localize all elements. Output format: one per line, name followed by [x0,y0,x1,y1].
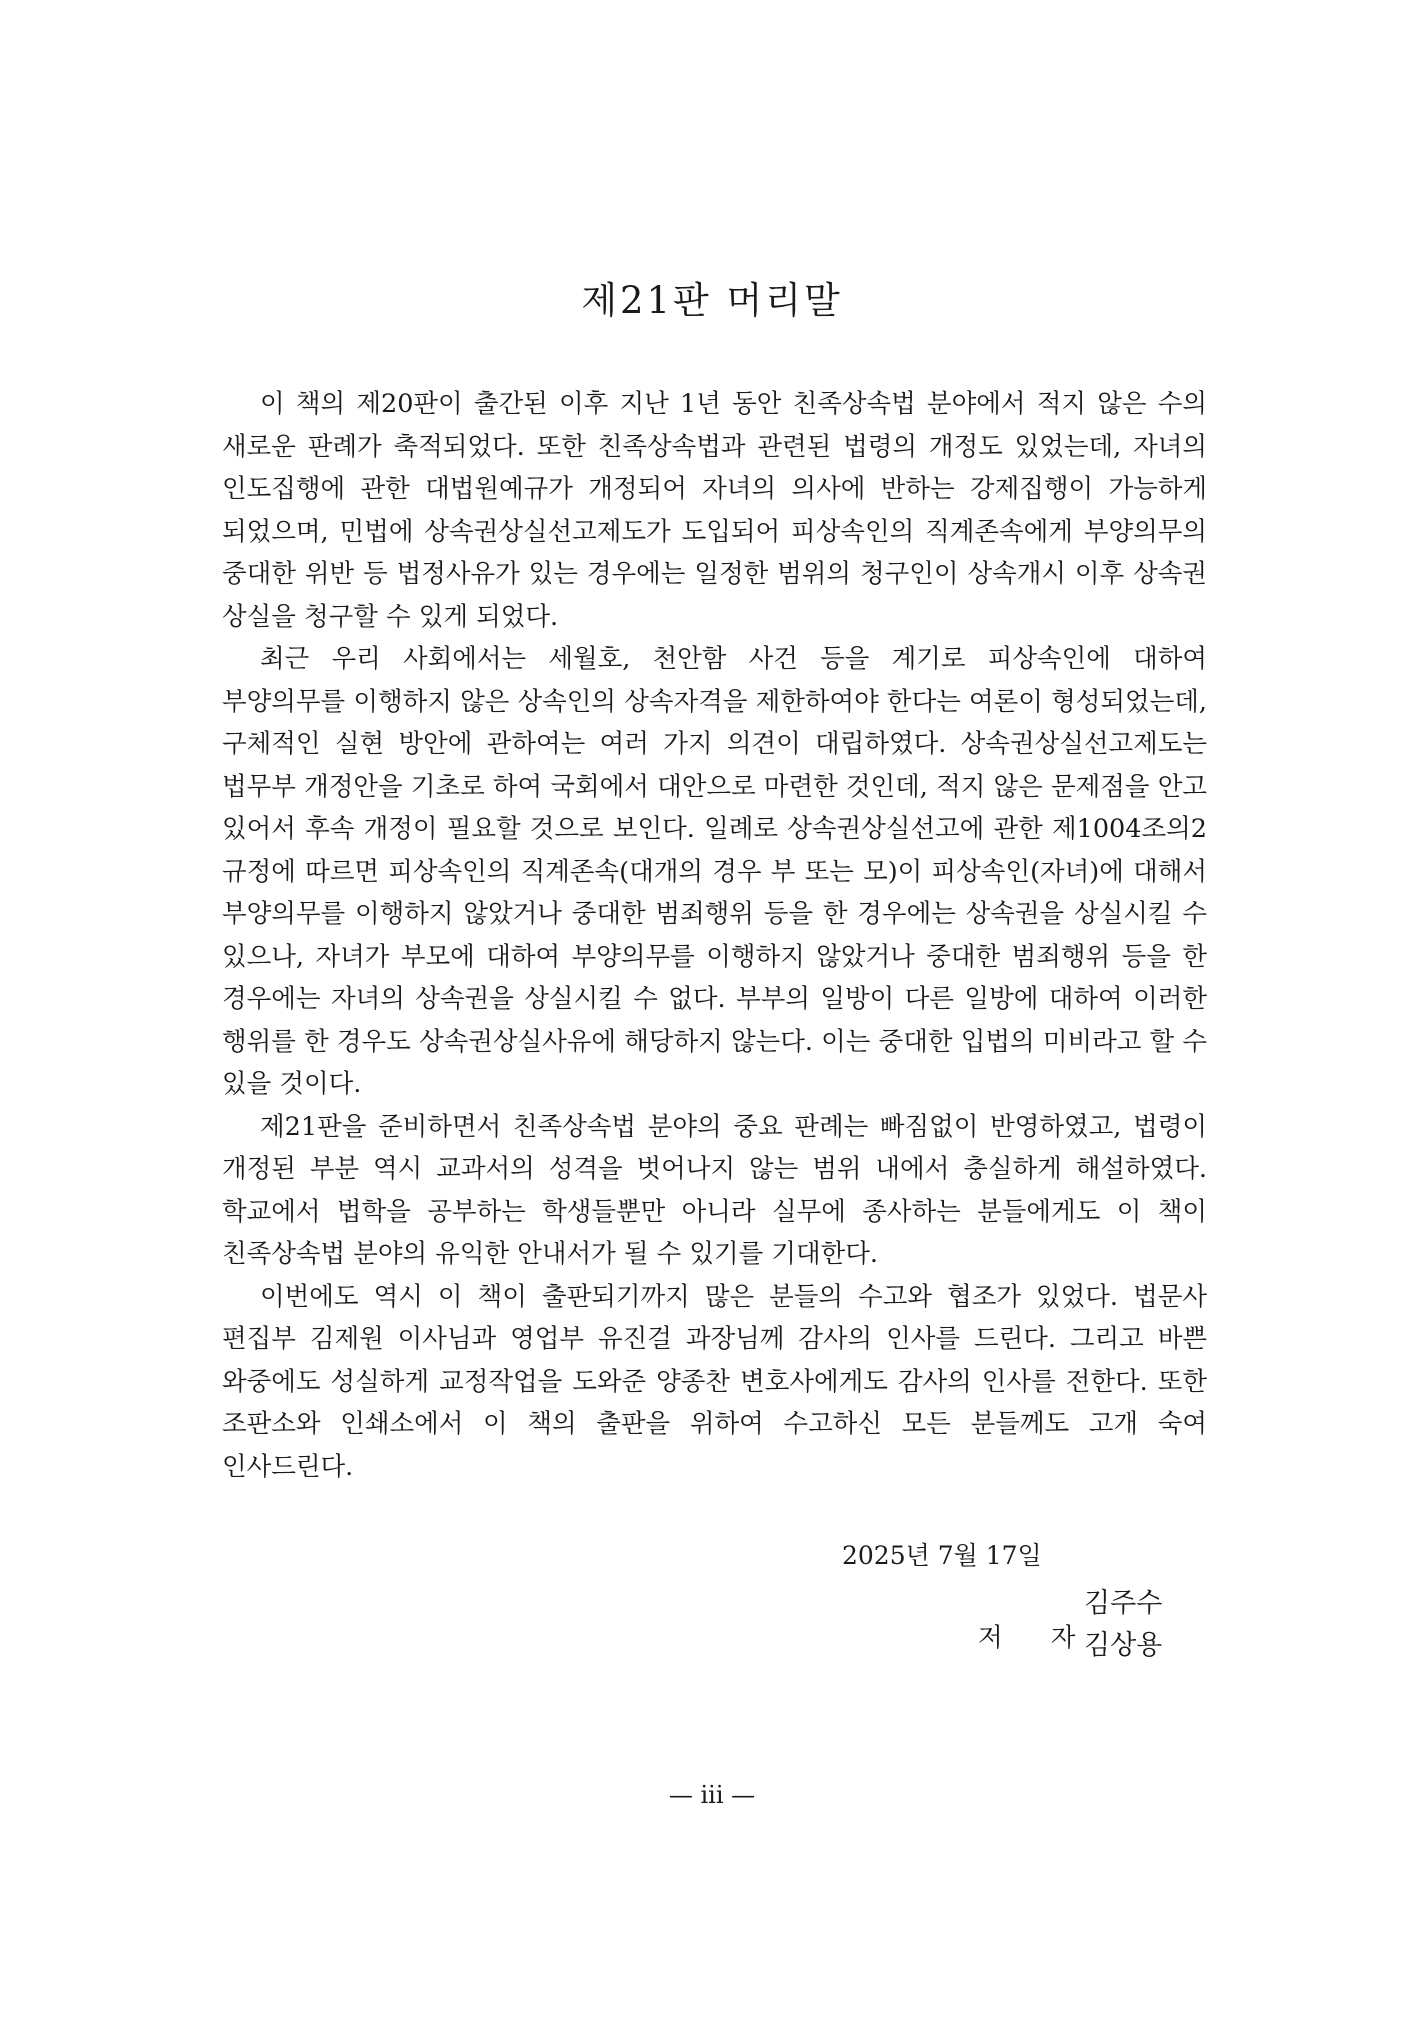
preface-date: 2025년 7월 17일 [842,1541,1042,1570]
author-names [1084,1583,1162,1667]
paragraph: 제21판을 준비하면서 친족상속법 분야의 중요 판례는 빠짐없이 반영하였고, 법령이 개정된 부분 역시 교과서의 성격을 벗어나지 않는 범위 내에서 충실하게 해설하였다. 학교에서 법학을 공부하는 학생들뿐만 아니라 실무에 종사하는 분들에게도 이 책이 친족상속법 분야의 유익한 안내서가 될 수 있기를 기대한다. [222,1111,1207,1269]
paragraph: 이번에도 역시 이 책이 출판되기까지 많은 분들의 수고와 협조가 있었다. 법문사 편집부 김제원 이사님과 영업부 유진걸 과장님께 감사의 인사를 드린다. 그리고 바쁜 와중에도 성실하게 교정작업을 도와준 양종찬 변호사에게도 감사의 인사를 전한다. 또한 조판소와 인쇄소에서 이 책의 출판을 위하여 수고하신 모든 분들께도 고개 숙여 인사드린다. [222,1281,1207,1482]
author-label: 저 자 [978,1623,1096,1653]
preface-body [222,383,1207,1488]
author-name: 김상용 [1084,1630,1163,1661]
page-title: 제21판 머리말 [581,279,843,322]
paragraph: 최근 우리 사회에서는 세월호, 천안함 사건 등을 계기로 피상속인에 대하여 부양의무를 이행하지 않은 상속인의 상속자격을 제한하여야 한다는 여론이 형성되었는데, 구체적인 실현 방안에 관하여는 여러 가지 의견이 대립하였다. 상속권상실선고제도는 법무부 개정안을 기초로 하여 국회에서 대안으로 마련한 것인데, 적지 않은 문제점을 안고 있어서 후속 개정이 필요할 것으로 보인다. 일례로 상속권상실선고에 관한 제1004조의2 규정에 따르면 피상속인의 직계존속(대개의 경우 부 또는 모)이 피상속인(자녀)에 대해서 부양의무를 이행하지 않았거나 중대한 범죄행위 등을 한 경우에는 상속권을 상실시킬 수 있으나, 자녀가 부모에 대하여 부양의무를 이행하지 않았거나 중대한 범죄행위 등을 한 경우에는 자녀의 상속권을 상실시킬 수 없다. 부부의 일방이 다른 일방에 대하여 이러한 행위를 한 경우도 상속권상실사유에 해당하지 않는다. 이는 중대한 입법의 미비라고 할 수 있을 것이다. [222,644,1207,1099]
page-number: — iii — [668,1781,756,1809]
paragraph: 이 책의 제20판이 출간된 이후 지난 1년 동안 친족상속법 분야에서 적지 않은 수의 새로운 판례가 축적되었다. 또한 친족상속법과 관련된 법령의 개정도 있었는데, 자녀의 인도집행에 관한 대법원예규가 개정되어 자녀의 의사에 반하는 강제집행이 가능하게 되었으며, 민법에 상속권상실선고제도가 도입되어 피상속인의 직계존속에게 부양의무의 중대한 위반 등 법정사유가 있는 경우에는 일정한 범위의 청구인이 상속개시 이후 상속권 상실을 청구할 수 있게 되었다. [222,389,1207,632]
author-name: 김주수 [1084,1588,1163,1619]
